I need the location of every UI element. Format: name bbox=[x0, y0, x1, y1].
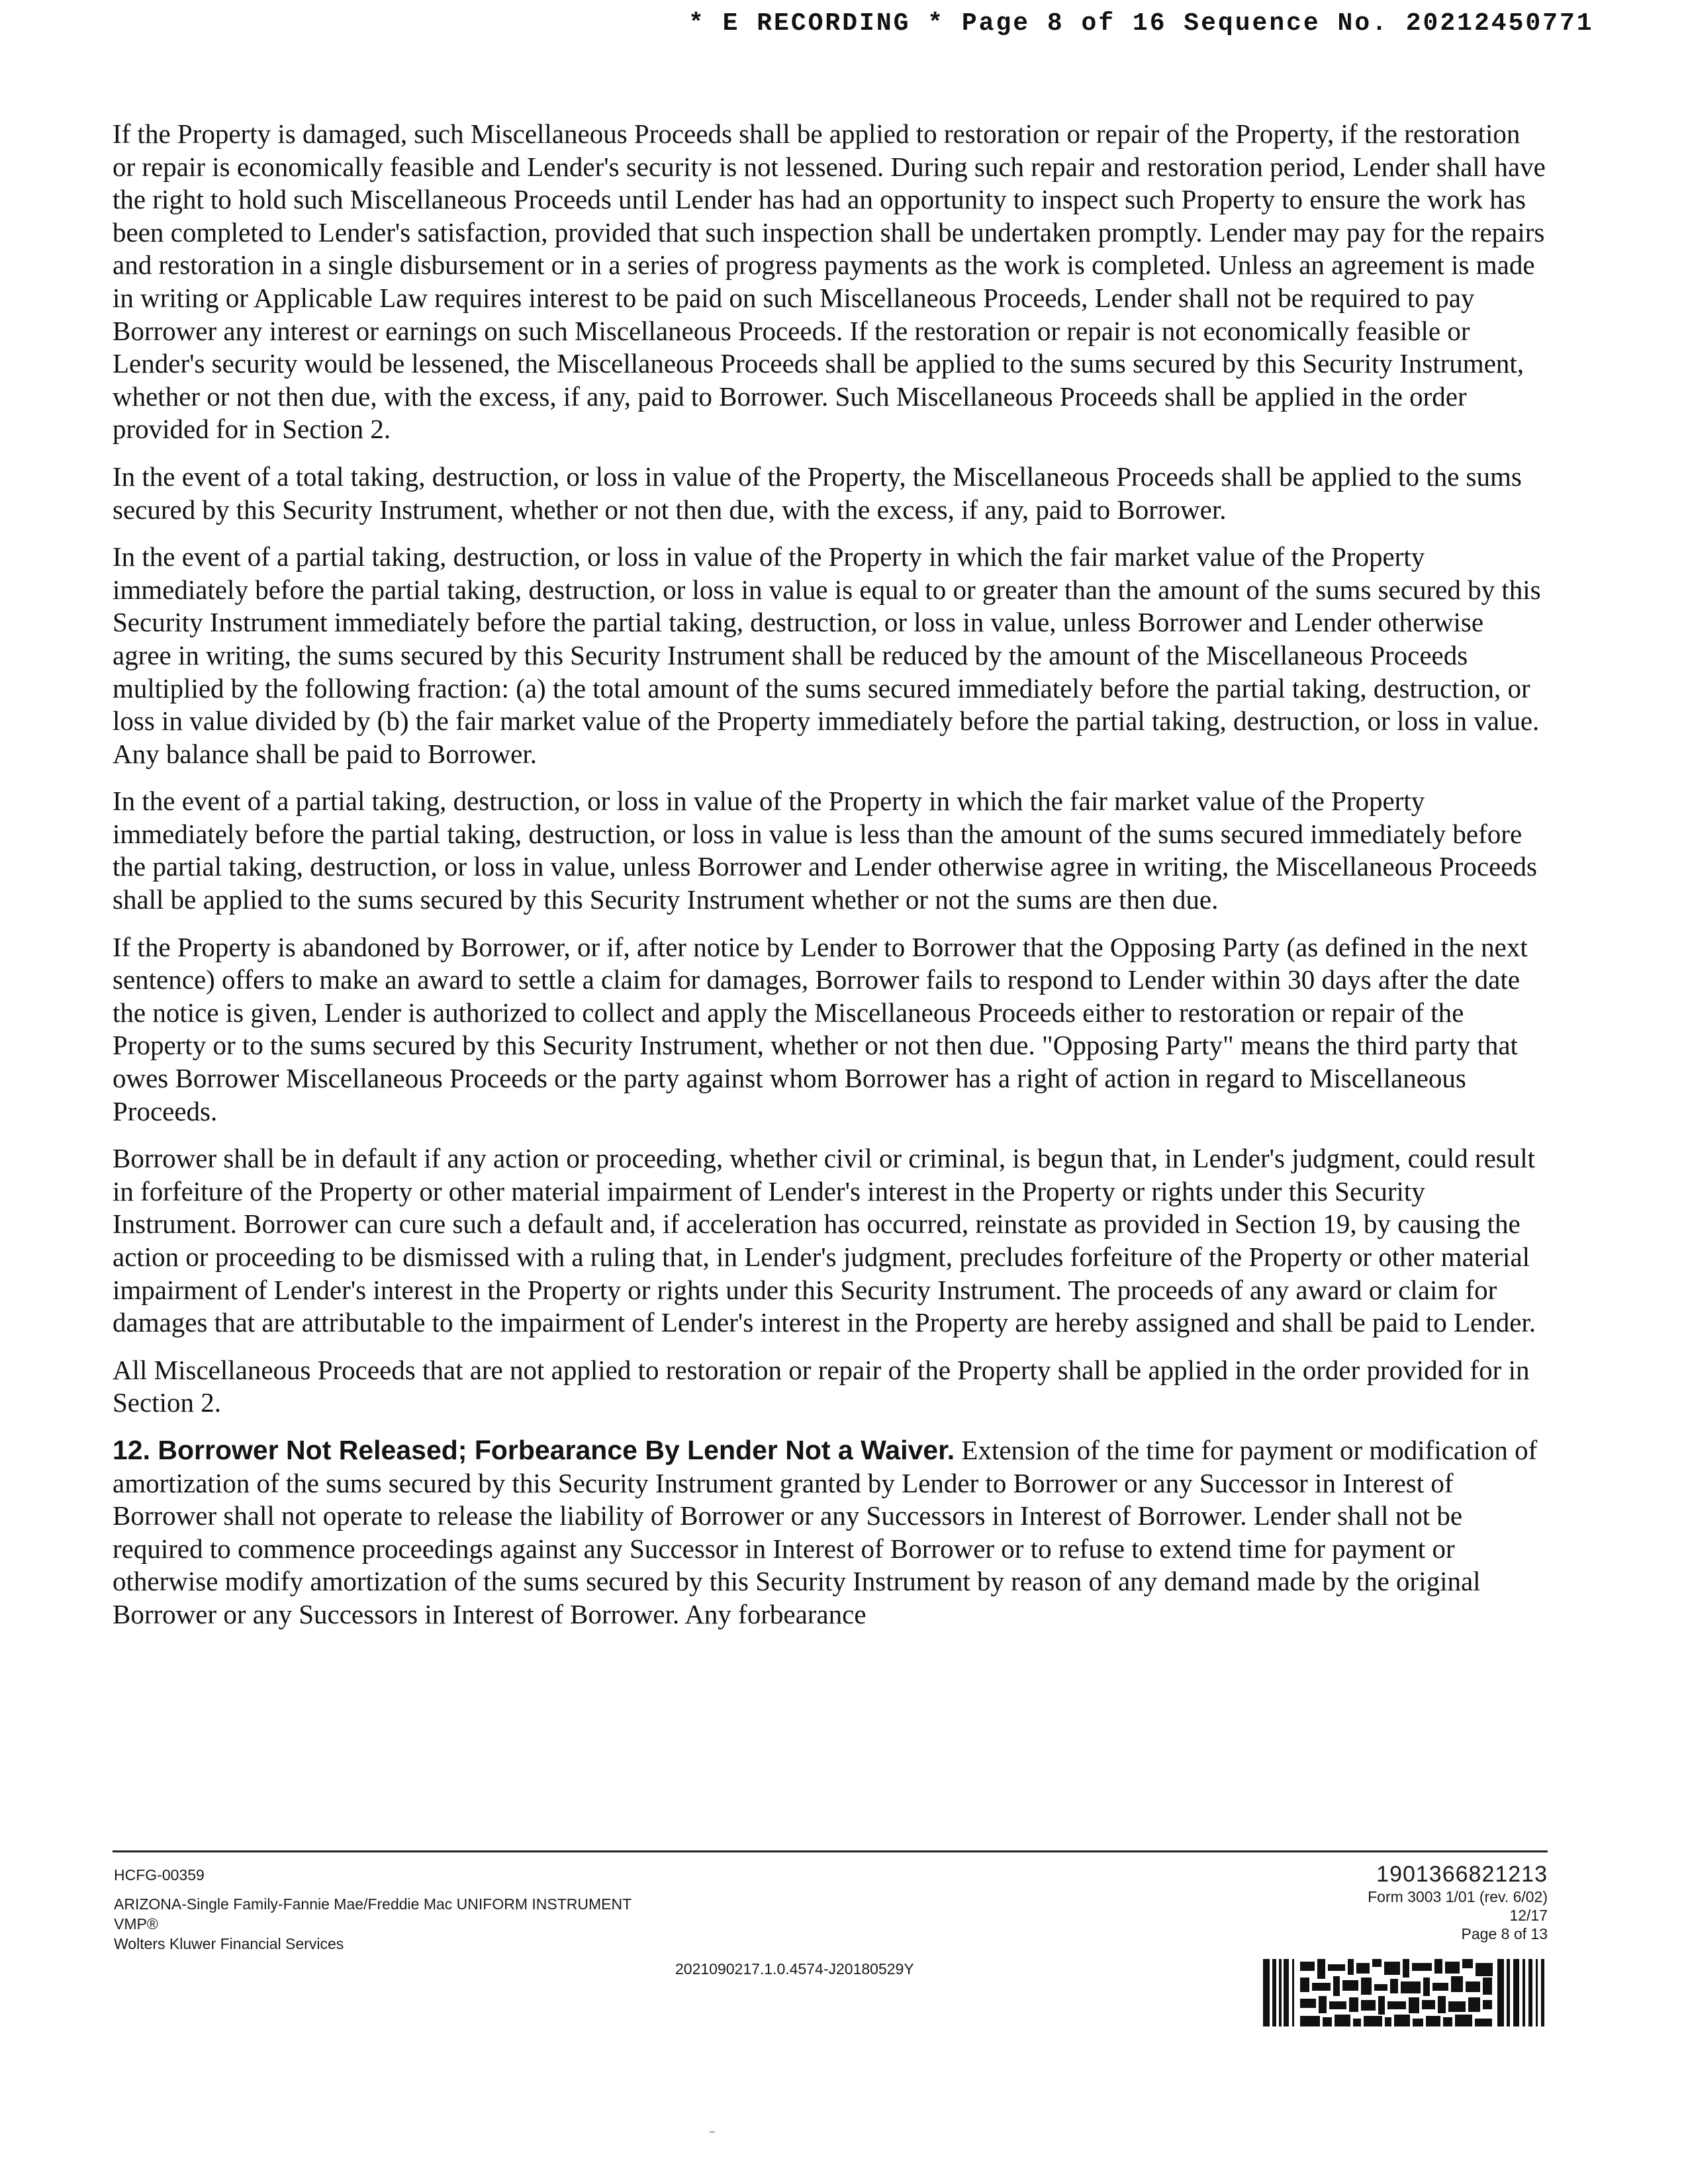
footer-form-id: HCFG-00359 bbox=[114, 1866, 205, 1884]
footer-form-date: 12/17 bbox=[1509, 1907, 1548, 1924]
scan-artifact bbox=[710, 2131, 715, 2133]
section-12-heading: 12. Borrower Not Released; Forbearance By Lender Not a Waiver. bbox=[113, 1434, 955, 1465]
paragraph-abandonment: If the Property is abandoned by Borrower, or if, after notice by Lender to Borrower that the Opposing Party (as defined in the next sentence) offers to make an award to settle a claim for damages, Borrower fails to respond to Lender within 30 days after the date the notice is given, Lender is authorized to collect and apply the Miscellaneous Proceeds either to restoration or repair of the Property or to the sums secured by this Security Instrument, whether or not then due. "Opposing Party" means the third party that owes Borrower Miscellaneous Proceeds or the party against whom Borrower has a right of action in regard to Miscellaneous Proceeds. bbox=[113, 931, 1528, 1126]
paragraph-total-taking: In the event of a total taking, destruction, or loss in value of the Property, the Miscellaneous Proceeds shall be applied to the sums secured by this Security Instrument, whether or not then due, with the excess, if any, paid to Borrower. bbox=[113, 461, 1522, 525]
section-12 bbox=[113, 1434, 1548, 1631]
barcode-image bbox=[1263, 1959, 1548, 2026]
recording-stamp: * E RECORDING * Page 8 of 16 Sequence No. 20212450771 bbox=[688, 9, 1594, 38]
paragraph-partial-taking-less: In the event of a partial taking, destruction, or loss in value of the Property in which the fair market value of the Property immediately before the partial taking, destruction, or loss in value is less than the amount of the sums secured immediately before the partial taking, destruction, or loss in value, unless Borrower and Lender otherwise agree in writing, the Miscellaneous Proceeds shall be applied to the sums secured by this Security Instrument whether or not the sums are then due. bbox=[113, 786, 1537, 915]
paragraph-damage-restoration: If the Property is damaged, such Miscellaneous Proceeds shall be applied to restoration or repair of the Property, if the restoration or repair is economically feasible and Lender's security is not lessened. During such repair and restoration period, Lender shall have the right to hold such Miscellaneous Proceeds until Lender has had an opportunity to inspect such Property to ensure the work has been completed to Lender's satisfaction, provided that such inspection shall be undertaken promptly. Lender may pay for the repairs and restoration in a single disbursement or in a series of progress payments as the work is completed. Unless an agreement is made in writing or Applicable Law requires interest to be paid on such Miscellaneous Proceeds, Lender shall not be required to pay Borrower any interest or earnings on such Miscellaneous Proceeds. If the restoration or repair is not economically feasible or Lender's security would be lessened, the Miscellaneous Proceeds shall be applied to the sums secured by this Security Instrument, whether or not then due, with the excess, if any, paid to Borrower. Such Miscellaneous Proceeds shall be applied in the order provided for in Section 2. bbox=[113, 118, 1546, 445]
footer-divider bbox=[113, 1850, 1548, 1852]
paragraph-partial-taking-greater: In the event of a partial taking, destruction, or loss in value of the Property in which the fair market value of the Property immediately before the partial taking, destruction, or loss in value is equal to or greater than the amount of the sums secured by this Security Instrument immediately before the partial taking, destruction, or loss in value, unless Borrower and Lender otherwise agree in writing, the sums secured by this Security Instrument shall be reduced by the amount of the Miscellaneous Proceeds multiplied by the following fraction: (a) the total amount of the sums secured immediately before the partial taking, destruction, or loss in value divided by (b) the fair market value of the Property immediately before the partial taking, destruction, or loss in value. Any balance shall be paid to Borrower. bbox=[113, 541, 1541, 769]
paragraph-default-action: Borrower shall be in default if any action or proceeding, whether civil or criminal, is begun that, in Lender's judgment, could result in forfeiture of the Property or other material impairment of Lender's interest in the Property or rights under this Security Instrument. Borrower can cure such a default and, if acceleration has occurred, reinstate as provided in Section 19, by causing the action or proceeding to be dismissed with a ruling that, in Lender's judgment, precludes forfeiture of the Property or other material impairment of Lender's interest in the Property or rights under this Security Instrument. The proceeds of any award or claim for damages that are attributable to the impairment of Lender's interest in the Property are hereby assigned and shall be paid to Lender. bbox=[113, 1143, 1536, 1338]
document-body bbox=[113, 118, 1548, 1646]
footer-left bbox=[114, 1865, 632, 1954]
footer-form-number: Form 3003 1/01 (rev. 6/02) bbox=[1368, 1888, 1548, 1905]
paragraph-order-of-application: All Miscellaneous Proceeds that are not applied to restoration or repair of the Property shall be applied in the order provided for in Section 2. bbox=[113, 1354, 1530, 1418]
footer-publisher: Wolters Kluwer Financial Services bbox=[114, 1935, 344, 1952]
footer-vmp: VMP® bbox=[114, 1915, 158, 1933]
footer-page-number: Page 8 of 13 bbox=[1461, 1925, 1548, 1942]
footer-instrument: ARIZONA-Single Family-Fannie Mae/Freddie Mac UNIFORM INSTRUMENT bbox=[114, 1895, 632, 1913]
section-12-text: Extension of the time for payment or modification of amortization of the sums secured by this Security Instrument granted by Lender to Borrower or any Successor in Interest of Borrower shall not operate to release the liability of Borrower or any Successors in Interest of Borrower. Lender shall not be required to commence proceedings against any Successor in Interest of Borrower or to refuse to extend time for payment or otherwise modify amortization of the sums secured by this Security Instrument by reason of any demand made by the original Borrower or any Successors in Interest of Borrower. Any forbearance bbox=[113, 1434, 1538, 1629]
footer-right bbox=[1368, 1861, 1548, 1943]
footer-loan-number: 1901366821213 bbox=[1376, 1862, 1548, 1887]
footer-doc-code: 2021090217.1.0.4574-J20180529Y bbox=[675, 1960, 914, 1978]
